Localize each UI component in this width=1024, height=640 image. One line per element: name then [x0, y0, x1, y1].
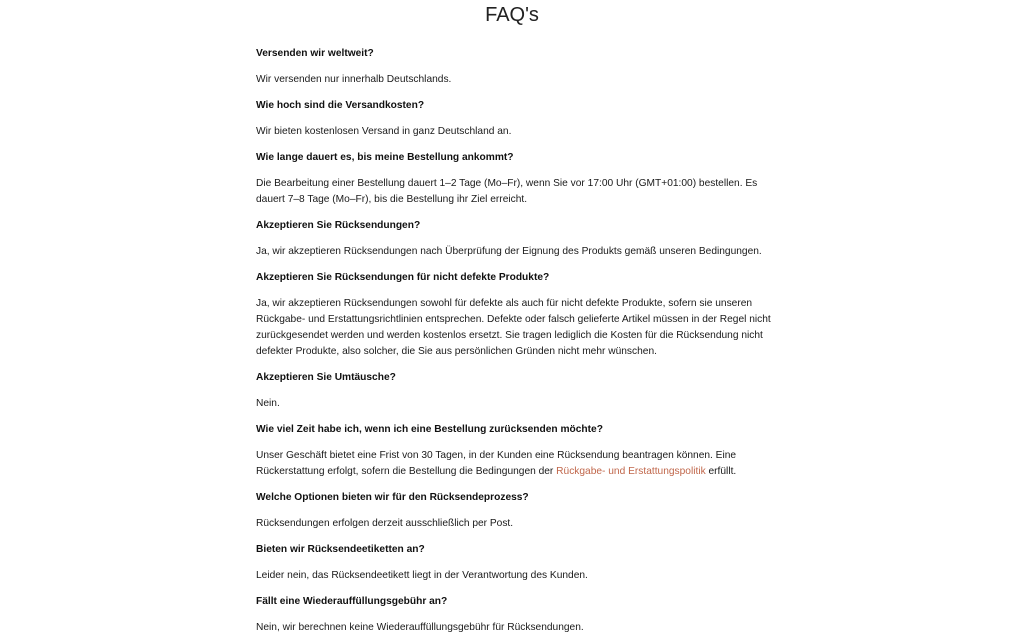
faq-item: [256, 98, 776, 140]
faq-answer: Leider nein, das Rücksendeetikett liegt in der Verantwortung des Kunden.: [256, 570, 588, 581]
faq-answer: Die Bearbeitung einer Bestellung dauert 1–2 Tage (Mo–Fr), wenn Sie vor 17:00 Uhr (GMT+01:00) bestellen. Es dauert 7–8 Tage (Mo–Fr), bis die Bestellung ihr Ziel erreicht.: [256, 178, 758, 205]
faq-item: [256, 422, 776, 480]
faq-answer: Wir versenden nur innerhalb Deutschlands.: [256, 74, 452, 85]
faq-list: [256, 46, 776, 640]
faq-answer: Nein.: [256, 398, 280, 409]
faq-answer: [256, 448, 776, 480]
faq-answer: Ja, wir akzeptieren Rücksendungen nach Überprüfung der Eignung des Produkts gemäß unseren Bedingungen.: [256, 246, 762, 257]
faq-question: Akzeptieren Sie Rücksendungen für nicht defekte Produkte?: [256, 272, 550, 283]
faq-answer: Nein, wir berechnen keine Wiederauffüllungsgebühr für Rücksendungen.: [256, 622, 584, 633]
faq-item: [256, 218, 776, 260]
faq-question: Welche Optionen bieten wir für den Rücksendeprozess?: [256, 492, 529, 503]
faq-question: Fällt eine Wiederauffüllungsgebühr an?: [256, 596, 448, 607]
faq-answer: Rücksendungen erfolgen derzeit ausschließlich per Post.: [256, 518, 514, 529]
faq-item: [256, 270, 776, 360]
faq-question: Wie viel Zeit habe ich, wenn ich eine Bestellung zurücksenden möchte?: [256, 424, 603, 435]
faq-question: Wie lange dauert es, bis meine Bestellung ankommt?: [256, 152, 514, 163]
faq-item: [256, 594, 776, 636]
faq-item: [256, 542, 776, 584]
faq-item: [256, 150, 776, 208]
faq-question: Akzeptieren Sie Umtäusche?: [256, 372, 396, 383]
faq-item: [256, 46, 776, 88]
faq-answer-text: erfüllt.: [705, 466, 737, 477]
faq-answer: Wir bieten kostenlosen Versand in ganz Deutschland an.: [256, 126, 512, 137]
faq-question: Wie hoch sind die Versandkosten?: [256, 100, 425, 111]
faq-question: Bieten wir Rücksendeetiketten an?: [256, 544, 425, 555]
faq-answer-text: Unser Geschäft bietet eine Frist von 30 Tagen, in der Kunden eine Rücksendung beantragen können. Eine Rückerstattung erfolgt, sofern die Bestellung die Bedingungen der: [256, 450, 737, 477]
faq-item: [256, 490, 776, 532]
faq-answer: Ja, wir akzeptieren Rücksendungen sowohl für defekte als auch für nicht defekte Produkte, sofern sie unseren Rückgabe- und Erstattungsrichtlinien entsprechen. Defekte oder falsch gelieferte Artikel müssen in der Regel nicht zurückgesendet werden und werden kostenlos ersetzt. Sie tragen lediglich die Kosten für die Rücksendung nicht defekter Produkte, also solcher, die Sie aus persönlichen Gründen nicht mehr wünschen.: [256, 298, 771, 357]
faq-question: Versenden wir weltweit?: [256, 48, 374, 59]
page-title: FAQ's: [485, 4, 539, 26]
faq-question: Akzeptieren Sie Rücksendungen?: [256, 220, 421, 231]
faq-item: [256, 370, 776, 412]
return-policy-link[interactable]: Rückgabe- und Erstattungspolitik: [556, 466, 706, 477]
